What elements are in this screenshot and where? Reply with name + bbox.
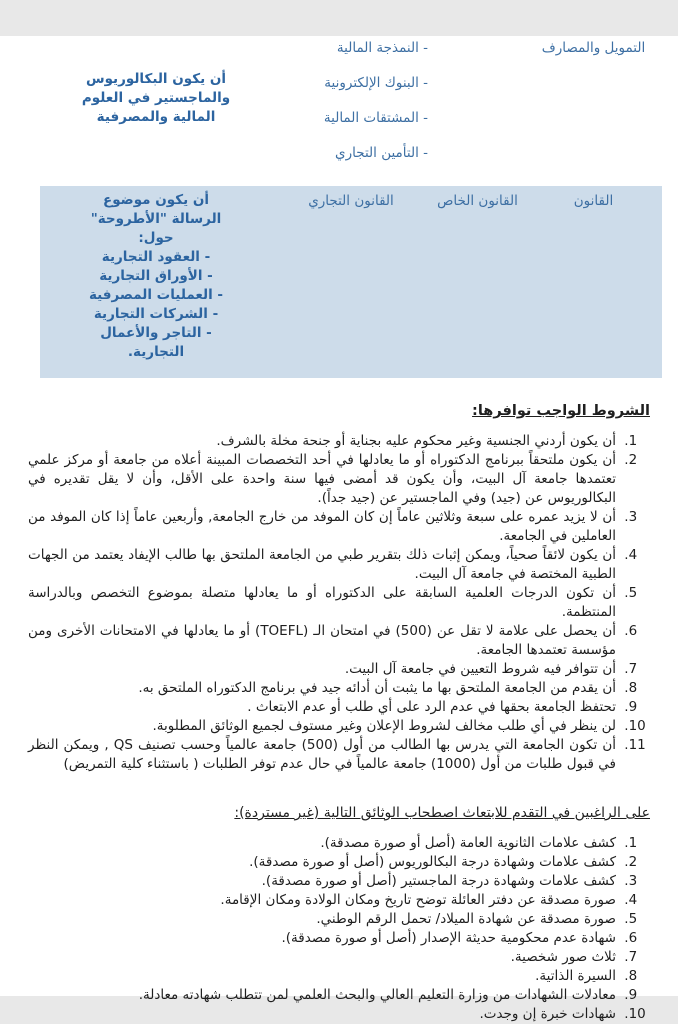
thesis-topics-list xyxy=(87,248,225,362)
degree-requirement xyxy=(40,38,272,178)
document-item: 10. شهادات خبرة إن وجدت. xyxy=(28,1005,620,1024)
program-row-finance xyxy=(40,36,662,186)
document-item: 7. ثلاث صور شخصية. xyxy=(28,948,620,967)
condition-item: 5. أن تكون الدرجات العلمية السابقة على الدكتوراه أو ما يعادلها متصلة بموضوع التخصص وبالدراسة المنتظمة. xyxy=(28,584,620,622)
document-item: 2. كشف علامات وشهادة درجة البكالوريوس (أصل أو صورة مصدقة). xyxy=(28,853,620,872)
program-category-law: القانون xyxy=(573,193,614,209)
law-branch-private: القانون الخاص xyxy=(437,193,518,209)
programs-table xyxy=(40,36,662,378)
specialization-item: - البنوك الإلكترونية xyxy=(324,75,428,91)
document-page xyxy=(0,36,678,1022)
documents-heading: على الراغبين في التقدم للابتعاث اصطحاب الوثائق التالية (غير مستردة): xyxy=(234,805,650,821)
program-category-finance: التمويل والمصارف xyxy=(541,40,646,56)
condition-item: 6. أن يحصل على علامة لا تقل عن (500) في امتحان الـ (TOEFL) أو ما يعادلها في الامتحانات الأخرى ومن مؤسسة تعتمدها الجامعة. xyxy=(28,622,620,660)
thesis-topic-item: - الأوراق التجارية xyxy=(99,268,213,284)
specialization-item: - التأمين التجاري xyxy=(335,145,428,161)
program-row-law xyxy=(40,186,662,378)
document-item: 6. شهادة عدم محكومية حديثة الإصدار (أصل أو صورة مصدقة). xyxy=(28,929,620,948)
empty-cell xyxy=(430,38,525,178)
thesis-requirement xyxy=(40,191,272,362)
documents-list xyxy=(28,834,650,1024)
thesis-topic-item: - التاجر والأعمال التجارية. xyxy=(100,325,212,360)
specialization-item: - المشتقات المالية xyxy=(323,110,428,126)
conditions-heading: الشروط الواجب توافرها: xyxy=(472,403,650,419)
thesis-topic-item: - العمليات المصرفية xyxy=(88,287,223,303)
condition-item: 8. أن يقدم من الجامعة الملتحق بها ما يثبت أن أدائه جيد في برنامج الدكتوراه الملتحق به. xyxy=(28,679,620,698)
thesis-intro: أن يكون موضوع الرسالة "الأطروحة" حول: xyxy=(90,192,222,246)
document-item: 4. صورة مصدقة عن دفتر العائلة توضح تاريخ ومكان الولادة ومكان الإقامة. xyxy=(28,891,620,910)
document-item: 8. السيرة الذاتية. xyxy=(28,967,620,986)
thesis-topic-item: - العقود التجارية xyxy=(101,249,211,265)
law-branch-commercial: القانون التجاري xyxy=(308,193,394,209)
documents-section xyxy=(28,803,650,1024)
specializations-list xyxy=(272,38,430,178)
thesis-topic-item: - الشركات التجارية xyxy=(93,306,219,322)
document-item: 1. كشف علامات الثانوية العامة (أصل أو صورة مصدقة). xyxy=(28,834,620,853)
condition-item: 11. أن تكون الجامعة التي يدرس بها الطالب من أول (500) جامعة عالمياً وحسب تصنيف QS , ويمكن النظر في قبول طلبات من أول (1000) جامعة عالمياً في حال عدم توفر الطلبات ( باستثناء كلية التمريض) xyxy=(28,736,620,774)
condition-item: 7. أن تتوافر فيه شروط التعيين في جامعة آل البيت. xyxy=(28,660,620,679)
degree-requirement-text: أن يكون البكالوريوس والماجستير في العلوم المالية والمصرفية xyxy=(81,71,231,125)
condition-item: 4. أن يكون لائقاً صحياً، ويمكن إثبات ذلك بتقرير طبي من الجامعة الملتحق بها طالب الإيفاد يعتمد من الجهات الطبية المختصة في جامعة آل البيت. xyxy=(28,546,620,584)
condition-item: 2. أن يكون ملتحقاً ببرنامج الدكتوراه أو ما يعادلها في أحد التخصصات المبينة أعلاه من جامعة أو مركز علمي تعتمدها جامعة آل البيت، وأن يكون قد أمضى فيها سنة واحدة على الأقل، وأن لا يقل تقديره في البكالوريوس عن (جيد) وفي الماجستير عن (جيد جداً). xyxy=(28,451,620,508)
condition-item: 1. أن يكون أردني الجنسية وغير محكوم عليه بجناية أو جنحة مخلة بالشرف. xyxy=(28,432,620,451)
condition-item: 10. لن ينظر في أي طلب مخالف لشروط الإعلان وغير مستوف لجميع الوثائق المطلوبة. xyxy=(28,717,620,736)
conditions-section xyxy=(28,401,650,774)
conditions-list xyxy=(28,432,650,774)
specialization-item: - النمذجة المالية xyxy=(336,40,428,56)
document-item: 3. كشف علامات وشهادة درجة الماجستير (أصل أو صورة مصدقة). xyxy=(28,872,620,891)
document-item: 5. صورة مصدقة عن شهادة الميلاد/ تحمل الرقم الوطني. xyxy=(28,910,620,929)
condition-item: 9. تحتفظ الجامعة بحقها في عدم الرد على أي طلب أو عدم الابتعاث . xyxy=(28,698,620,717)
document-item: 9. معادلات الشهادات من وزارة التعليم العالي والبحث العلمي لمن تتطلب شهادته معادلة. xyxy=(28,986,620,1005)
condition-item: 3. أن لا يزيد عمره على سبعة وثلاثين عاماً إن كان الموفد من خارج الجامعة, وأربعين عاماً إذا كان الموفد من العاملين في الجامعة. xyxy=(28,508,620,546)
